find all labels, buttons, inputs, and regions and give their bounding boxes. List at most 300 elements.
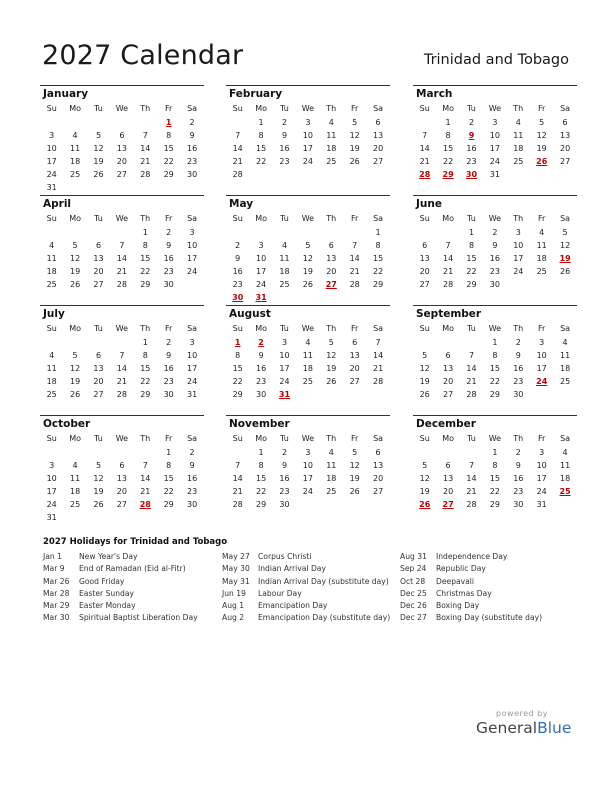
holiday-date: 26 [419,499,431,509]
month-divider [226,415,390,416]
day-cell: 8 [142,350,148,360]
day-cell: 3 [281,338,288,347]
weekday-header: Tu [94,434,103,443]
day-cell: 13 [93,253,104,263]
day-cell: 6 [352,338,358,347]
day-cell: 12 [536,130,547,140]
day-cell: 23 [163,376,174,386]
holiday-date-label: May 27 [222,552,250,561]
day-cell: 25 [69,169,81,179]
day-cell: 31 [186,389,198,399]
day-cell: 12 [93,143,104,153]
day-cell: 26 [93,169,104,179]
day-cell: 13 [372,130,384,140]
day-cell: 5 [422,460,428,470]
month-name: May [229,198,254,210]
day-cell: 26 [69,389,81,399]
day-cell: 19 [302,266,313,276]
day-cell: 17 [536,473,547,483]
day-cell: 26 [93,499,104,509]
day-cell: 28 [116,279,127,289]
day-cell: 9 [281,460,288,470]
holiday-date-label: Jun 19 [222,588,246,598]
day-cell: 24 [46,169,57,179]
day-cell: 5 [328,338,334,347]
day-cell: 26 [69,279,81,289]
day-cell: 4 [72,130,78,140]
holiday-date: 31 [278,389,291,399]
day-cell: 25 [279,279,290,289]
day-cell: 11 [46,253,57,263]
day-cell: 22 [466,266,477,276]
day-cell: 22 [163,156,174,166]
weekday-header: Su [232,214,243,223]
holiday-date-label: Dec 26 [400,601,427,611]
day-cell: 10 [279,350,290,360]
day-cell: 6 [445,350,451,360]
day-cell: 30 [186,169,198,179]
day-cell: 5 [95,130,102,140]
weekday-header: Tu [280,434,289,443]
day-cell: 10 [46,143,57,153]
day-cell: 28 [442,279,454,289]
holiday-date: 19 [559,253,571,263]
day-cell: 9 [189,460,195,470]
day-cell: 28 [140,169,151,179]
day-cell: 23 [279,156,290,166]
day-cell: 9 [281,130,288,140]
day-cell: 24 [186,266,198,276]
day-cell: 9 [515,460,521,470]
day-cell: 20 [93,376,104,386]
day-cell: 19 [69,376,81,386]
day-cell: 6 [328,240,334,250]
day-cell: 9 [235,253,241,263]
day-cell: 1 [445,118,451,127]
month-name: June [416,198,442,210]
day-cell: 5 [422,350,428,360]
day-cell: 22 [140,266,151,276]
day-cell: 28 [466,499,477,509]
day-cell: 16 [466,143,477,153]
day-cell: 5 [72,350,78,360]
weekday-header: Fr [351,434,359,443]
day-cell: 5 [352,448,358,457]
day-cell: 10 [536,460,547,470]
weekday-header: Sa [373,214,384,223]
day-cell: 18 [302,363,313,373]
day-cell: 8 [445,130,451,140]
day-cell: 31 [536,499,547,509]
day-cell: 27 [419,279,430,289]
day-cell: 23 [255,376,267,386]
holiday-date: 30 [232,292,244,302]
day-cell: 21 [232,486,243,496]
day-cell: 17 [186,253,198,263]
day-cell: 29 [163,169,174,179]
holiday-date-label: May 30 [222,564,250,574]
day-cell: 8 [258,130,264,140]
holiday-name: Boxing Day (substitute day) [436,613,543,623]
day-cell: 21 [116,376,127,386]
day-cell: 5 [352,118,358,127]
day-cell: 10 [302,460,313,470]
day-cell: 6 [95,350,102,360]
day-cell: 2 [189,448,195,457]
day-cell: 11 [326,460,337,470]
weekday-header: Mo [442,324,454,333]
weekday-header: Sa [187,434,198,443]
day-cell: 8 [375,240,381,250]
month-divider [226,305,390,306]
day-cell: 30 [513,499,524,509]
day-cell: 27 [93,389,104,399]
weekday-header: Mo [69,324,81,333]
day-cell: 9 [166,240,172,250]
day-cell: 27 [116,169,127,179]
day-cell: 16 [163,363,174,373]
month-name: September [416,308,482,320]
day-cell: 11 [69,473,81,483]
day-cell: 14 [442,253,454,263]
weekday-header: Sa [373,434,384,443]
day-cell: 7 [445,240,451,250]
holiday-date: 1 [234,338,241,347]
day-cell: 18 [69,156,81,166]
weekday-header: Su [419,214,430,223]
day-cell: 10 [513,240,524,250]
weekday-header: Th [140,434,151,443]
day-cell: 13 [372,460,384,470]
day-cell: 11 [513,130,524,140]
day-cell: 28 [349,279,360,289]
day-cell: 13 [116,473,127,483]
day-cell: 11 [302,350,313,360]
day-cell: 2 [515,338,521,347]
day-cell: 19 [69,266,81,276]
country-name: Trinidad and Tobago [423,52,569,68]
day-cell: 15 [442,143,454,153]
day-cell: 7 [235,460,241,470]
day-cell: 19 [93,486,104,496]
weekday-header: Su [46,324,57,333]
day-cell: 23 [489,266,500,276]
holiday-date: 29 [442,169,454,179]
weekday-header: Mo [69,434,81,443]
day-cell: 5 [95,460,102,470]
day-cell: 13 [559,130,571,140]
day-cell: 15 [140,253,151,263]
weekday-header: Mo [69,104,81,113]
day-cell: 8 [166,130,172,140]
holiday-date: 27 [325,279,337,289]
generalblue-logo [476,719,572,737]
day-cell: 13 [442,363,454,373]
day-cell: 19 [349,473,360,483]
day-cell: 3 [305,118,311,127]
weekday-header: We [301,104,315,113]
day-cell: 25 [326,486,337,496]
day-cell: 20 [116,156,127,166]
day-cell: 2 [235,240,241,250]
day-cell: 22 [489,486,500,496]
day-cell: 24 [489,156,500,166]
day-cell: 28 [372,376,384,386]
weekday-header: We [488,324,502,333]
day-cell: 2 [166,338,172,347]
day-cell: 1 [258,118,264,127]
holiday-date: 9 [468,130,475,140]
day-cell: 7 [235,130,241,140]
holiday-date-label: Mar 26 [43,576,70,586]
weekday-header: We [301,324,315,333]
holiday-date-label: May 31 [222,576,250,586]
brand-logo[interactable] [476,709,572,737]
month-divider [40,85,204,86]
day-cell: 13 [116,143,127,153]
logo-part-general: General [476,719,538,737]
day-cell: 10 [536,350,547,360]
day-cell: 18 [279,266,290,276]
holiday-date: 31 [255,292,267,302]
weekday-header: Th [326,434,337,443]
holiday-name: Republic Day [436,564,486,574]
day-cell: 1 [375,228,381,237]
holiday-name: Spiritual Baptist Liberation Day [79,613,198,623]
day-cell: 10 [46,473,57,483]
weekday-header: Fr [165,214,173,223]
day-cell: 21 [140,156,151,166]
day-cell: 23 [163,266,174,276]
day-cell: 14 [232,143,243,153]
holiday-date-label: Jan 1 [43,552,62,561]
day-cell: 4 [305,338,311,347]
day-cell: 24 [302,486,313,496]
day-cell: 29 [140,279,151,289]
day-cell: 11 [69,143,81,153]
day-cell: 1 [166,448,172,457]
holiday-date-label: Mar 30 [43,613,70,623]
day-cell: 7 [142,460,148,470]
day-cell: 14 [232,473,243,483]
weekday-header: Tu [94,324,103,333]
holiday-date: 2 [258,338,264,347]
day-cell: 15 [372,253,384,263]
weekday-header: Mo [255,434,267,443]
day-cell: 23 [186,156,198,166]
day-cell: 3 [515,228,521,237]
holiday-name: Emancipation Day [258,601,328,611]
day-cell: 12 [559,240,571,250]
day-cell: 25 [46,279,57,289]
day-cell: 12 [349,130,360,140]
holiday-date: 27 [442,499,454,509]
weekday-header: Fr [538,214,546,223]
day-cell: 30 [513,389,524,399]
weekday-header: Sa [373,324,384,333]
page-title: 2027 Calendar [42,40,244,71]
day-cell: 13 [349,350,360,360]
day-cell: 15 [255,143,267,153]
day-cell: 14 [116,363,127,373]
weekday-header: Fr [351,324,359,333]
weekday-header: Mo [442,104,454,113]
day-cell: 20 [372,143,384,153]
day-cell: 6 [375,448,381,457]
weekday-header: Su [419,324,430,333]
day-cell: 22 [442,156,454,166]
holiday-name: Independence Day [436,552,508,561]
day-cell: 21 [466,376,477,386]
day-cell: 6 [119,130,125,140]
day-cell: 31 [46,182,57,192]
weekday-header: We [115,104,129,113]
day-cell: 21 [232,156,243,166]
day-cell: 18 [46,376,57,386]
day-cell: 14 [140,473,151,483]
day-cell: 3 [305,448,311,457]
day-cell: 29 [489,499,500,509]
month-name: March [416,88,453,100]
day-cell: 3 [49,460,55,470]
day-cell: 24 [46,499,57,509]
day-cell: 27 [442,389,454,399]
day-cell: 1 [142,338,148,347]
weekday-header: Th [513,324,524,333]
day-cell: 19 [419,376,430,386]
weekday-header: Fr [538,104,546,113]
day-cell: 2 [515,448,521,457]
day-cell: 9 [166,350,172,360]
day-cell: 8 [492,350,498,360]
day-cell: 10 [255,253,267,263]
day-cell: 1 [468,228,475,237]
day-cell: 7 [119,240,125,250]
day-cell: 19 [419,486,430,496]
day-cell: 13 [442,473,454,483]
day-cell: 5 [72,240,78,250]
day-cell: 7 [119,350,125,360]
day-cell: 28 [466,389,477,399]
day-cell: 16 [255,363,267,373]
day-cell: 27 [372,486,384,496]
day-cell: 2 [468,118,475,127]
day-cell: 11 [46,363,57,373]
day-cell: 6 [95,240,102,250]
weekday-header: Th [140,324,151,333]
weekday-header: We [301,214,315,223]
day-cell: 20 [349,363,360,373]
day-cell: 21 [466,486,477,496]
day-cell: 4 [281,240,288,250]
day-cell: 12 [93,473,104,483]
month-divider [413,195,577,196]
day-cell: 30 [255,389,267,399]
day-cell: 25 [302,376,313,386]
day-cell: 1 [492,448,498,457]
day-cell: 20 [419,266,430,276]
day-cell: 18 [536,253,547,263]
day-cell: 9 [189,130,195,140]
day-cell: 12 [349,460,360,470]
month-name: July [43,308,65,320]
day-cell: 17 [186,363,198,373]
day-cell: 12 [69,253,81,263]
day-cell: 15 [255,473,267,483]
day-cell: 23 [513,376,524,386]
day-cell: 27 [559,156,571,166]
day-cell: 25 [69,499,81,509]
day-cell: 4 [72,460,78,470]
day-cell: 12 [69,363,81,373]
weekday-header: Th [326,214,337,223]
day-cell: 4 [539,228,545,237]
weekday-header: Sa [560,324,571,333]
month-divider [40,415,204,416]
weekday-header: Th [513,434,524,443]
day-cell: 16 [489,253,500,263]
day-cell: 17 [46,156,57,166]
day-cell: 27 [116,499,127,509]
weekday-header: Fr [538,434,546,443]
holiday-date-label: Mar 9 [43,564,65,574]
day-cell: 30 [186,499,198,509]
day-cell: 25 [513,156,524,166]
day-cell: 28 [232,499,243,509]
day-cell: 8 [235,350,241,360]
day-cell: 18 [69,486,81,496]
weekday-header: Fr [165,434,173,443]
holiday-date: 28 [139,499,151,509]
weekday-header: Tu [467,324,476,333]
day-cell: 26 [559,266,571,276]
day-cell: 17 [513,253,524,263]
day-cell: 13 [419,253,430,263]
weekday-header: Su [232,434,243,443]
day-cell: 8 [142,240,148,250]
month-name: October [43,418,91,430]
holiday-date-label: Aug 2 [222,613,245,623]
day-cell: 10 [489,130,500,140]
weekday-header: Fr [165,324,173,333]
weekday-header: Su [419,434,430,443]
month-name: November [229,418,290,430]
day-cell: 28 [232,169,243,179]
day-cell: 30 [163,389,174,399]
weekday-header: Su [232,104,243,113]
day-cell: 8 [492,460,498,470]
day-cell: 1 [142,228,148,237]
weekday-header: Su [419,104,430,113]
day-cell: 22 [140,376,151,386]
weekday-header: Su [46,434,57,443]
day-cell: 14 [116,253,127,263]
weekday-header: We [488,104,502,113]
day-cell: 22 [255,486,267,496]
day-cell: 1 [492,338,498,347]
day-cell: 18 [513,143,524,153]
day-cell: 6 [562,118,568,127]
month-divider [413,415,577,416]
day-cell: 2 [189,118,195,127]
day-cell: 9 [492,240,498,250]
day-cell: 17 [302,473,313,483]
day-cell: 29 [163,499,174,509]
month-divider [40,305,204,306]
day-cell: 15 [140,363,151,373]
day-cell: 26 [302,279,313,289]
day-cell: 2 [281,118,288,127]
